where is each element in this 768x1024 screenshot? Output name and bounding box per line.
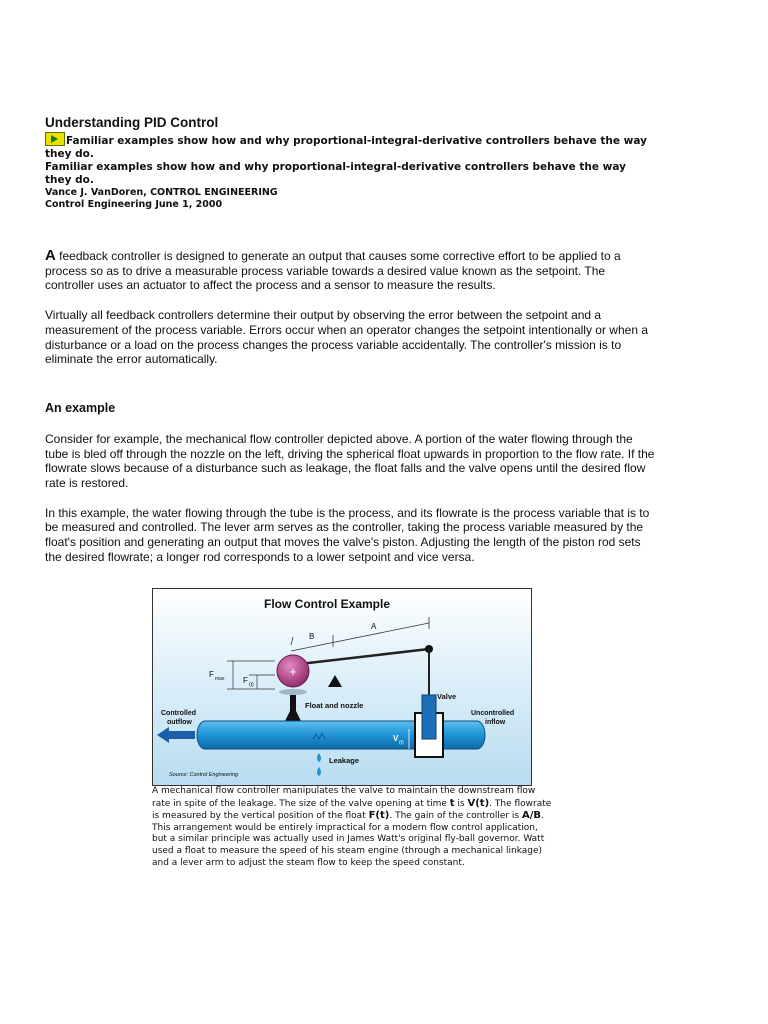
article: [45, 115, 655, 565]
label-ft: F: [243, 676, 248, 685]
label-leakage: Leakage: [329, 756, 360, 765]
section-heading: An example: [45, 400, 116, 415]
label-vt: V: [393, 734, 399, 743]
paragraph-4: In this example, the water flowing through the tube is the process, and its flowrate is the process variable that is to be measured and controlled. The lever arm serves as the controller, taking the process variable measured by the float's position and generating an output that moves the valve's piston. Adjusting the length of the piston rod sets the desired flowrate; a longer rod corresponds to a lower setpoint and vice versa.: [45, 505, 650, 564]
paragraph-3: Consider for example, the mechanical flow controller depicted above. A portion of the water flowing through the tube is bled off through the nozzle on the left, driving the spherical float upwards in proportion to the flow rate. If the flowrate slows because of a disturbance such as leakage, the float falls and the valve opens until the desired flow rate is restored.: [45, 431, 655, 491]
label-controlled: Controlled: [161, 710, 196, 717]
label-outflow: outflow: [167, 719, 192, 726]
label-float-nozzle: Float and nozzle: [305, 701, 364, 710]
label-b: B: [309, 632, 315, 641]
label-valve: Valve: [437, 692, 457, 701]
paragraph-1-text: feedback controller is designed to generate an output that causes some corrective effort to be applied to a process so as to drive a measurable process variable towards a desired value known as the setpoint. The controller uses an actuator to affect the process and a sensor to measure the results.: [45, 249, 621, 293]
article-title: Understanding PID Control: [45, 115, 219, 130]
caption-var-v: V(t): [467, 797, 490, 809]
label-a: A: [371, 622, 377, 631]
water-spray: [279, 689, 307, 695]
caption-text-5: . This arrangement would be entirely impractical for a modern flow control application, but a similar principle was actually used in James Watt's original fly-ball governor. Watt used a float to measure the speed of his steam engine (through a mechanical linkage) and a lever arm to adjust the steam flow to keep the speed constant.: [152, 811, 545, 868]
subtitle-2: Familiar examples show how and why proportional-integral-derivative controllers behave the way they do.: [45, 161, 626, 186]
figure-title: Flow Control Example: [263, 597, 391, 611]
drop-cap: A: [45, 247, 56, 264]
caption-text-3: . The flowrate is measured by the vertical position of the float: [152, 798, 552, 822]
publication-date: Control Engineering June 1, 2000: [45, 199, 223, 210]
caption-text-1: A mechanical flow controller manipulates the valve to maintain the downstream flow rate in spite of the leakage. The size of the valve opening at time: [152, 786, 536, 809]
caption-text-2: is: [454, 798, 468, 809]
label-inflow: inflow: [485, 719, 506, 726]
label-fmax: F: [209, 670, 214, 679]
subtitle-1: [45, 132, 655, 161]
valve-piston: [422, 695, 436, 739]
byline: Vance J. VanDoren, CONTROL ENGINEERING: [45, 187, 278, 198]
subtitle-1-text: Familiar examples show how and why proportional-integral-derivative controllers behave the way they do.: [45, 135, 647, 160]
caption-var-ab: A/B: [522, 810, 542, 822]
flow-control-diagram: [153, 589, 531, 785]
float-plus-icon: +: [289, 664, 297, 679]
arrow-icon[interactable]: [45, 132, 65, 146]
label-uncontrolled: Uncontrolled: [471, 710, 515, 717]
caption-text-4: . The gain of the controller is: [389, 811, 522, 822]
flow-control-figure: [152, 588, 532, 786]
figure-source: Source: Control Engineering: [169, 772, 239, 778]
figure-caption: [152, 786, 552, 869]
nozzle-stem: [290, 695, 296, 713]
label-ft-sub: (t): [249, 682, 254, 688]
paragraph-1: [45, 249, 655, 293]
paragraph-2: Virtually all feedback controllers determine their output by observing the error between the setpoint and a measurement of the process variable. Errors occur when an operator changes the setpoint intentionally or when a disturbance or a load on the process changes the process variable accidentally. The controller's mission is to eliminate the error automatically.: [45, 308, 648, 367]
label-vt-sub: (t): [399, 740, 404, 746]
caption-var-f: F(t): [368, 810, 390, 822]
label-fmax-sub: max: [215, 676, 225, 682]
caption-var-t: t: [449, 797, 455, 809]
